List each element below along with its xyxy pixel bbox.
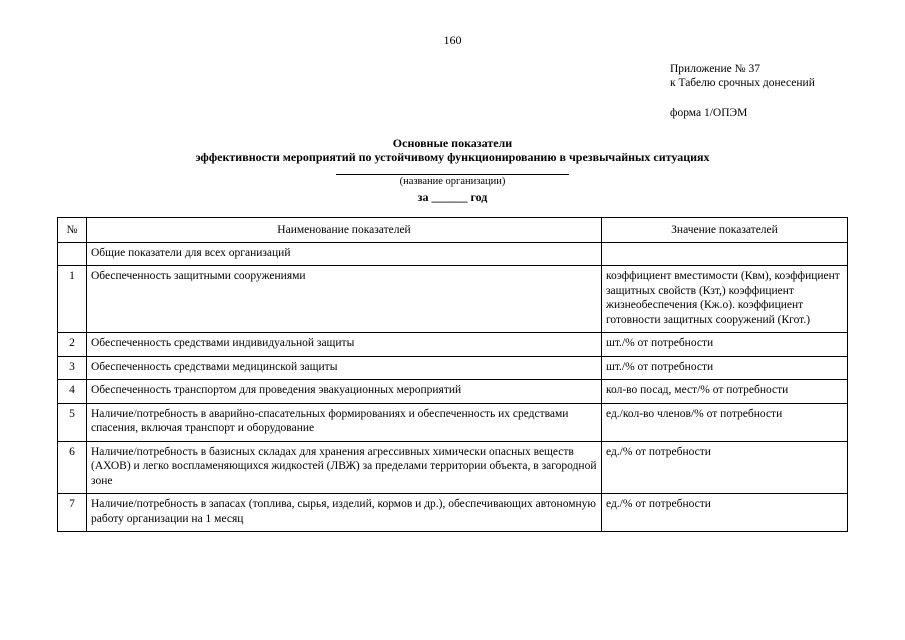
row-indicator-name: Обеспеченность транспортом для проведения эвакуационных мероприятий: [87, 380, 602, 404]
row-number: 1: [58, 266, 87, 333]
row-number: 5: [58, 403, 87, 441]
page-number: 160: [443, 33, 462, 47]
row-indicator-value: шт./% от потребности: [602, 333, 848, 357]
row-number: 4: [58, 380, 87, 404]
row-indicator-value: [602, 242, 848, 266]
year-line: за ______ год: [417, 190, 488, 204]
row-number: 6: [58, 441, 87, 494]
organization-caption: (название организации): [399, 176, 506, 187]
row-indicator-value: ед./кол-во членов/% от потребности: [602, 403, 848, 441]
row-indicator-name: Обеспеченность средствами индивидуальной защиты: [87, 333, 602, 357]
table-header-row: [58, 218, 848, 243]
row-indicator-value: ед./% от потребности: [602, 494, 848, 532]
row-indicator-name: Наличие/потребность в запасах (топлива, сырья, изделий, кормов и др.), обеспечивающих автономную работу организации на 1 месяц: [87, 494, 602, 532]
row-number: 2: [58, 333, 87, 357]
row-indicator-value: шт./% от потребности: [602, 356, 848, 380]
row-indicator-name: Общие показатели для всех организаций: [87, 242, 602, 266]
appendix-label: Приложение № 37: [670, 63, 760, 75]
table-row: [58, 494, 848, 532]
table-row: [58, 242, 848, 266]
indicators-table: [57, 217, 848, 532]
header-number: №: [58, 218, 87, 243]
table-row: [58, 403, 848, 441]
row-indicator-name: Наличие/потребность в аварийно-спасательных формированиях и обеспеченность их средствами спасения, включая транспорт и оборудование: [87, 403, 602, 441]
organization-name-line: [336, 174, 569, 175]
table-row: [58, 356, 848, 380]
document-title: Основные показатели: [392, 136, 513, 150]
table-row: [58, 441, 848, 494]
header-indicator-value: Значение показателей: [602, 218, 848, 243]
row-indicator-name: Обеспеченность средствами медицинской защиты: [87, 356, 602, 380]
row-number: [58, 242, 87, 266]
row-number: 3: [58, 356, 87, 380]
row-indicator-value: коэффициент вместимости (Квм), коэффициент защитных свойств (Кзт,) коэффициент жизнеобеспечения (Кж.о). коэффициент готовности защитных сооружений (Кгот.): [602, 266, 848, 333]
row-indicator-value: ед./% от потребности: [602, 441, 848, 494]
document-subtitle: эффективности мероприятий по устойчивому функционированию в чрезвычайных ситуациях: [195, 150, 710, 164]
table-row: [58, 380, 848, 404]
row-indicator-name: Наличие/потребность в базисных складах для хранения агрессивных химически опасных веществ (АХОВ) и легко воспламеняющихся жидкостей (ЛВЖ) за пределами территории объекта, в загородной зоне: [87, 441, 602, 494]
row-indicator-value: кол-во посад, мест/% от потребности: [602, 380, 848, 404]
row-indicator-name: Обеспеченность защитными сооружениями: [87, 266, 602, 333]
appendix-reference: к Табелю срочных донесений: [670, 77, 815, 89]
table-row: [58, 266, 848, 333]
header-indicator-name: Наименование показателей: [87, 218, 602, 243]
table-row: [58, 333, 848, 357]
row-number: 7: [58, 494, 87, 532]
form-code: форма 1/ОПЭМ: [670, 107, 748, 119]
